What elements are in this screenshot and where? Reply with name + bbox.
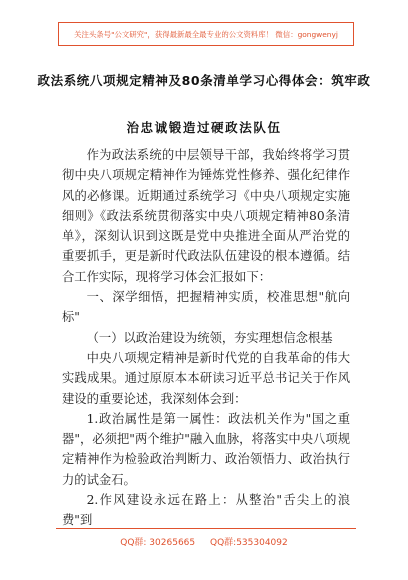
footer-qq-group-2: QQ群:535304092	[210, 538, 288, 548]
header-notice-text: 关注头条号"公文研究"，获得最新最全最专业的公文资料库！ 微信：gongwenyj	[74, 29, 338, 39]
footer-divider	[56, 528, 356, 529]
body-paragraph-4: 2.作风建设永远在路上：从整治"舌尖上的浪费"到	[62, 493, 350, 528]
body-paragraph-3: 1.政治属性是第一属性：政法机关作为"国之重器"，必须把"两个维护"融入血脉，将落实中央八项规定精神作为检验政治判断力、政治领悟力、政治执行力的试金石。	[62, 411, 350, 487]
section-heading-1: 一、深学细悟，把握精神实质，校准思想"航向标"	[62, 290, 350, 325]
subsection-heading-1: （一）以政治建设为统领，夯实理想信念根基	[86, 330, 333, 345]
document-title-line2: 治忠诚锻造过硬政法队伍	[126, 120, 282, 135]
footer	[0, 535, 408, 548]
body-paragraph-2: 中央八项规定精神是新时代党的自我革命的伟大实践成果。通过原原本本研读习近平总书记关于作风建设的重要论述，我深刻体会到：	[62, 350, 350, 406]
document-body	[62, 145, 350, 531]
header-notice-box	[58, 22, 354, 46]
footer-qq-group-1: QQ群: 30265665	[120, 538, 196, 548]
document-title-line1: 政法系统八项规定精神及80条清单学习心得体会：筑牢政	[37, 73, 371, 88]
body-paragraph-intro: 作为政法系统的中层领导干部，我始终将学习贯彻中央八项规定精神作为锤炼党性修养、强化纪律作风的必修课。近期通过系统学习《中央八项规定实施细则》《政法系统贯彻落实中央八项规定精神80条清单》，深刻认识到这既是党中央推进全面从严治党的重要抓手，更是新时代政法队伍建设的根本遵循。结合工作实际，现将学习体会汇报如下：	[62, 148, 350, 284]
